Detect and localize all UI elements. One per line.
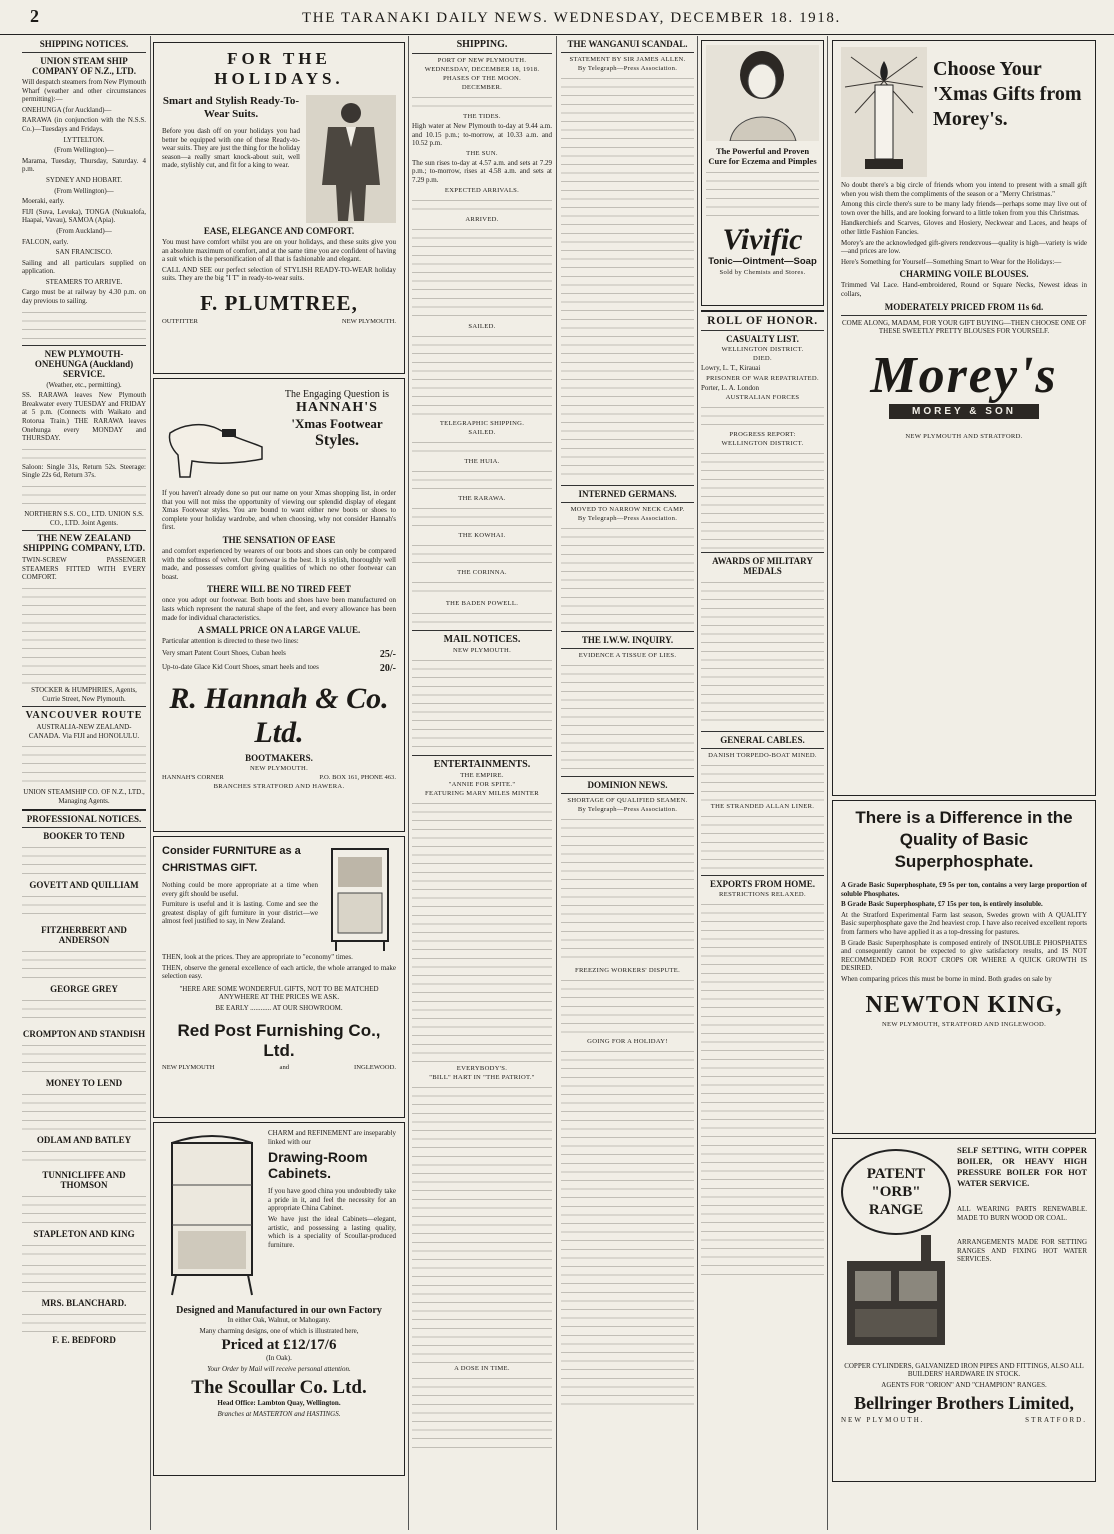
plumtree-brand: F. PLUMTREE, — [200, 290, 358, 315]
article-subheading: SHORTAGE OF QUALIFIED SEAMEN. — [567, 797, 688, 804]
advertisement-column-right — [832, 36, 1096, 1530]
page-header — [0, 0, 1114, 35]
ad-body-text: Among this circle there's sure to be many lady friends—perhaps some may live out of town over the hills, and are looking forward to a little token from you this Christmas. — [841, 200, 1087, 217]
firm-name: F. E. BEDFORD — [52, 1334, 116, 1345]
ship-name: THE CORINNA. — [457, 568, 507, 576]
shipping-agents: STOCKER & HUMPHRIES, Agents, Currie Street, New Plymouth. — [31, 685, 137, 703]
article-subheading: MOVED TO NARROW NECK CAMP. — [570, 506, 685, 513]
section-heading: SHIPPING. — [456, 39, 508, 50]
fares-text: Saloon: Single 31s, Return 52s. Steerage: Single 22s 6d, Return 37s. — [22, 462, 146, 480]
orb-badge: PATENT "ORB" RANGE — [841, 1149, 951, 1235]
union-line: Moeraki, early. — [22, 197, 65, 206]
ad-body-text: COPPER CYLINDERS, GALVANIZED IRON PIPES AND FITTINGS, ALSO ALL BUILDERS' HARDWARE IN STOCK. — [844, 1361, 1084, 1379]
tides-label: THE TIDES. — [463, 113, 501, 120]
firm-name: TUNNICLIFFE AND THOMSON — [42, 1169, 126, 1190]
ad-body-text: and comfort experienced by wearers of our boots and shoes can only be compared with the softness of velvet. Our footwear is the best. It is stylish, thoroughly well made, and possesses comfort giving qualities of which no other footwear can boast. — [162, 546, 396, 581]
vivific-logo: Vivific — [722, 222, 803, 256]
ad-subheadline: Smart and Stylish Ready-To-Wear Suits. — [162, 95, 300, 120]
news-column — [561, 36, 694, 1530]
union-line: (From Wellington)— — [54, 186, 114, 195]
ad-body-text: No doubt there's a big circle of friends whom you intend to present with a small gift when you wish them the compliments of the season or a "Merry Christmas." — [841, 181, 1087, 198]
head-office: Head Office: Lambton Quay, Wellington. — [217, 1399, 341, 1408]
nz-shipping-text: TWIN-SCREW PASSENGER STEAMERS FITTED WITH EVERY COMFORT. — [22, 556, 146, 582]
cooking-range-illustration — [841, 1235, 951, 1355]
firm-name: FITZHERBERT AND ANDERSON — [41, 924, 127, 945]
ad-headline: Choose Your 'Xmas Gifts from Morey's. — [933, 58, 1082, 130]
ad-body-text: Furniture is useful and it is lasting. Come and see the greatest display of gift furniture in your district—we almost feel justified to say, in New Zealand. — [162, 900, 318, 926]
location: NEW PLYMOUTH. — [841, 1416, 925, 1425]
union-line: (From Wellington)— — [54, 146, 114, 155]
hannahs-corner: HANNAH'S CORNER — [162, 773, 224, 781]
ship-name: THE HUIA. — [464, 457, 500, 465]
column-rule — [827, 36, 828, 1530]
sun-label: THE SUN. — [466, 149, 498, 157]
price-line-value: 20/- — [379, 662, 396, 674]
ad-body-text: You must have comfort whilst you are on your holidays, and these suits give you an absolute maximum of comfort, and at the same time you are confident of having a suit which is the personification of all that is fashionable and elegant. — [162, 238, 396, 264]
ad-body-text: CALL AND SEE our perfect selection of STYLISH READY-TO-WEAR holiday suits. They are the big "I T" in ready-to-wear suits. — [162, 265, 396, 283]
article-subheading: STATEMENT BY SIR JAMES ALLEN. — [569, 56, 686, 63]
newspaper-title-line: THE TARANAKI DAILY NEWS. WEDNESDAY, DECEMBER 18. 1918. — [302, 10, 841, 26]
branches-line: BRANCHES STRATFORD AND HAWERA. — [213, 782, 345, 790]
ad-subhead: EASE, ELEGANCE AND COMFORT. — [203, 226, 355, 236]
medals-heading: AWARDS OF MILITARY MEDALS — [712, 556, 813, 577]
professional-notices-heading: PROFESSIONAL NOTICES. — [26, 813, 142, 824]
ship-name: THE RARAWA. — [458, 494, 506, 502]
branches-line: Branches at MASTERTON and HASTINGS. — [217, 1409, 341, 1418]
joint-agents: NORTHERN S.S. CO., LTD. UNION S.S. CO., LTD. Joint Agents. — [24, 510, 144, 527]
plumtree-advertisement — [153, 42, 405, 374]
ad-headline: FOR THE HOLIDAYS. — [214, 49, 344, 88]
union-line: LYTTELTON. — [63, 135, 105, 144]
ad-body-text: CHARM and REFINEMENT are inseparably linked with our — [268, 1129, 396, 1146]
article-heading: THE WANGANUI SCANDAL. — [567, 39, 688, 49]
ad-body-text: Particular attention is directed to these two lines: — [162, 637, 299, 646]
shipping-news-column — [412, 36, 552, 1530]
union-line: FIJI (Suva, Levuka), TONGA (Nukualofa, Haapai, Vavau), SAMOA (Apia). — [22, 207, 146, 225]
sun-text: The sun rises to-day at 4.57 a.m. and sets at 7.29 p.m.; to-morrow, rises at 4.58 a.m. and sets at 7.29 p.m. — [412, 158, 552, 184]
district-label: WELLINGTON DISTRICT. — [721, 346, 804, 353]
ad-body-text: We have just the ideal Cabinets—elegant, artistic, and possessing a lasting quality, which is a speciality of Scoullar-produced furniture. — [268, 1214, 396, 1249]
scoullar-brand: The Scoullar Co. Ltd. — [191, 1377, 367, 1399]
firm-name: STAPLETON AND KING — [33, 1228, 135, 1239]
ad-subhead: THERE WILL BE NO TIRED FEET — [207, 584, 351, 595]
ad-body-text: At the Stratford Experimental Farm last season, Swedes grown with A QUALITY Basic superphosphate gave the 2nd heaviest crop. I have also received excellent reports from farmers who have applied it as a top-dressing for pastures. — [841, 910, 1087, 936]
ad-line: Styles. — [315, 432, 359, 449]
scoullar-price: Priced at £12/17/6 — [221, 1337, 337, 1354]
section-heading: SHIPPING NOTICES. — [39, 39, 129, 49]
firm-name: BOOKER TO TEND — [43, 830, 125, 841]
firm-name: GEORGE GREY — [50, 983, 118, 994]
ad-subhead: A SMALL PRICE ON A LARGE VALUE. — [197, 625, 361, 636]
exports-subheading: RESTRICTIONS RELAXED. — [719, 891, 806, 899]
film-feature: FEATURING MARY MILES MINTER — [425, 789, 539, 797]
moon-label: PHASES OF THE MOON. — [442, 75, 522, 82]
union-line: Sailing and all particulars supplied on application. — [22, 258, 146, 276]
masseuse-heading: MRS. BLANCHARD. — [41, 1297, 127, 1308]
prisoner-entry: Porter, L. A. London — [701, 383, 760, 392]
union-line: (From Auckland)— — [56, 226, 112, 235]
tides-text: High water at New Plymouth to-day at 9.44 a.m. and 10.15 p.m.; to-morrow, at 10.33 a.m. and 10.52 p.m. — [412, 122, 552, 148]
prisoner-label: PRISONER OF WAR REPATRIATED. — [706, 374, 819, 382]
ad-body-text: Here's Something for Yourself—Something Smart to Wear for the Holidays:— — [841, 257, 1062, 266]
vancouver-sub: AUSTRALIA-NEW ZEALAND-CANADA. Via FIJI and HONOLULU. — [28, 723, 140, 740]
ad-body-text: COME ALONG, MADAM, FOR YOUR GIFT BUYING—THEN CHOOSE ONE OF THESE SWEETLY PRETTY BLOUSES FOR YOURSELF. — [841, 318, 1087, 336]
vivific-products: Tonic—Ointment—Soap — [708, 255, 817, 267]
advertisement-column — [153, 36, 405, 1530]
sailed-label: SAILED. — [468, 428, 496, 436]
union-line: STEAMERS TO ARRIVE. — [45, 277, 123, 286]
vancouver-heading: VANCOUVER ROUTE — [25, 710, 143, 722]
price-line-label: Up-to-date Glace Kid Court Shoes, smart heels and toes — [162, 662, 319, 671]
column-rule — [697, 36, 698, 1530]
mail-notices-heading: MAIL NOTICES. — [443, 633, 521, 645]
price-line-value: 25/- — [379, 648, 396, 660]
union-line: Cargo must be at railway by 4.30 p.m. on day previous to sailing. — [22, 288, 146, 306]
ad-body-text: B Grade Basic Superphosphate, £7 15s per ton, is entirely insoluble. — [841, 900, 1043, 909]
nz-shipping-heading: THE NEW ZEALAND SHIPPING COMPANY, LTD. — [22, 534, 146, 555]
location: INGLEWOOD. — [354, 1063, 396, 1071]
mail-order-note: Your Order by Mail will receive personal attention. — [207, 1364, 351, 1373]
union-line: SAN FRANCISCO. — [55, 248, 113, 257]
forces-label: AUSTRALIAN FORCES — [725, 394, 800, 402]
article-heading: THE I.W.W. INQUIRY. — [581, 635, 674, 645]
ad-body-text: ALL WEARING PARTS RENEWABLE. MADE TO BURN WOOD OR COAL. — [957, 1205, 1087, 1222]
bootmakers-label: BOOTMAKERS. — [245, 752, 313, 763]
hannah-script-logo: R. Hannah & Co. Ltd. — [169, 681, 389, 749]
vivific-advertisement — [701, 40, 824, 306]
firm-name: CROMPTON AND STANDISH — [22, 1028, 146, 1039]
ad-body-text: Nothing could be more appropriate at a time when every gift should be useful. — [162, 881, 318, 898]
ad-headline: There is a Difference in the Quality of Basic Superphosphate. — [855, 808, 1073, 871]
ad-body-text: A Grade Basic Superphosphate, £9 5s per ton, contains a very large proportion of soluble Phosphates. — [841, 881, 1087, 898]
cables-heading: GENERAL CABLES. — [720, 735, 805, 746]
cable-subheading: THE STRANDED ALLAN LINER. — [710, 803, 815, 811]
orb-range-advertisement — [832, 1138, 1096, 1482]
telegraphic-label: TELEGRAPHIC SHIPPING. — [439, 419, 525, 427]
ad-body-text: If you haven't already done so put our name on your Xmas shopping list, in order that you will not miss the opportunity of viewing our splendid display of elegant Xmas Footwear styles. You are bound to want either new boots or shoes to complete your holiday wardrobe, and when choosing, why not consider Hannah's first. — [162, 489, 396, 532]
article-subheading: FREEZING WORKERS' DISPUTE. — [574, 967, 681, 974]
candle-illustration — [841, 47, 927, 177]
page-number: 2 — [30, 6, 39, 26]
newton-king-locations: NEW PLYMOUTH, STRATFORD AND INGLEWOOD. — [881, 1020, 1047, 1028]
progress-label: PROGRESS REPORT: — [729, 431, 796, 439]
article-heading: A DOSE IN TIME. — [454, 1364, 510, 1372]
article-subheading: GOING FOR A HOLIDAY! — [587, 1038, 668, 1045]
ad-body-text: Morey's are the acknowledged gift-givers rendezvous—quality is high—variety is wide—and prices are low. — [841, 238, 1087, 256]
article-heading: INTERNED GERMANS. — [578, 489, 677, 499]
ad-body-text: In either Oak, Walnut, or Mahogany. — [227, 1316, 331, 1324]
cable-subheading: DANISH TORPEDO-BOAT MINED. — [708, 752, 817, 760]
hannahs-advertisement — [153, 378, 405, 832]
ad-subhead: CHARMING VOILE BLOUSES. — [899, 269, 1029, 280]
price-note: (In Oak). — [266, 1354, 292, 1363]
mail-sub: NEW PLYMOUTH. — [452, 646, 512, 654]
port-label: PORT OF NEW PLYMOUTH. — [437, 57, 527, 64]
ad-subhead: THE SENSATION OF EASE — [222, 534, 336, 545]
union-company-heading: UNION STEAM SHIP COMPANY OF N.Z., LTD. — [31, 56, 137, 76]
ad-quote: "HERE ARE SOME WONDERFUL GIFTS, NOT TO BE MATCHED ANYWHERE AT THE PRICES WE ASK. — [179, 984, 379, 1002]
ad-line: The Engaging Question is — [284, 389, 390, 400]
furniture-illustration — [324, 843, 396, 953]
theatre-name: THE EMPIRE. — [460, 771, 504, 779]
expected-label: EXPECTED ARRIVALS. — [444, 186, 520, 194]
ship-name: THE BADEN POWELL. — [445, 599, 519, 607]
moreys-locations: NEW PLYMOUTH AND STRATFORD. — [905, 432, 1023, 440]
red-post-advertisement — [153, 836, 405, 1118]
theatre-name: EVERYBODY'S. — [456, 1064, 508, 1072]
red-post-brand: Red Post Furnishing Co., Ltd. — [177, 1020, 381, 1060]
firm-name: GOVETT AND QUILLIAM — [29, 879, 139, 890]
ad-subhead: MODERATELY PRICED FROM 11s 6d. — [884, 301, 1044, 312]
casualty-heading: CASUALTY LIST. — [726, 334, 799, 344]
ad-headline: Drawing-Room Cabinets. — [268, 1149, 368, 1182]
china-cabinet-illustration — [162, 1129, 262, 1299]
ad-body-text: B Grade Basic Superphosphate is composed entirely of INSOLUBLE PHOSPHATES and consequently cannot be expected to give satisfactory results, and IS NOT RECOMMENDED FOR ROOT CROPS OR WHERE A QUICK GROWTH IS DESIRED. — [841, 938, 1087, 973]
ad-headline: The Powerful and Proven Cure for Eczema and Pimples — [708, 145, 817, 166]
film-title: "BILL" HART IN "THE PATRIOT." — [429, 1073, 535, 1081]
ad-body-text: THEN, observe the general excellence of each article, the whole arranged to make selection easy. — [162, 963, 396, 981]
onehunga-text: SS. RARAWA leaves New Plymouth Breakwater every TUESDAY and FRIDAY at 5 p.m. (Connects with Waikato and Rotorua Train.) THE RARAWA leaves Onehunga every MONDAY and THURSDAY. — [22, 391, 146, 443]
press-credit: By Telegraph—Press Association. — [577, 65, 678, 72]
ad-body-text: Handkerchiefs and Scarves, Gloves and Hosiery, Neckwear and Laces, and heaps of other little Fashion Fancies. — [841, 219, 1087, 236]
shoe-illustration — [162, 385, 272, 485]
ad-body-text: once you adopt our footwear. Both boots and shoes have been manufactured on lasts which represent the natural shape of the feet, and every allowance has been made for individual characteristics. — [162, 596, 396, 622]
moreys-logo: Morey's — [870, 346, 1058, 404]
man-in-suit-illustration — [306, 95, 396, 223]
price-line-label: Very smart Patent Court Shoes, Cuban heels — [162, 648, 286, 657]
ad-body-text: ARRANGEMENTS MADE FOR SETTING RANGES AND FIXING HOT WATER SERVICES. — [957, 1238, 1087, 1264]
moreys-advertisement — [832, 40, 1096, 796]
ad-body-text: Many charming designs, one of which is illustrated here, — [199, 1326, 359, 1335]
union-line: Marama, Tuesday, Thursday, Saturday. 4 p.m. — [22, 156, 146, 174]
roll-of-honor-heading: ROLL OF HONOR. — [707, 315, 818, 327]
union-line: SYDNEY AND HOBART. — [46, 175, 122, 184]
ad-line: HANNAH'S — [296, 400, 378, 415]
brand-subtitle: OUTFITTER — [162, 317, 198, 325]
orb-agents: AGENTS FOR "ORION" AND "CHAMPION" RANGES. — [881, 1380, 1047, 1389]
onehunga-sub: (Weather, etc., permitting). — [46, 380, 122, 389]
newton-king-brand: NEWTON KING, — [865, 991, 1063, 1018]
ad-body-text: If you have good china you undoubtedly take a pride in it, and feel the necessity for an appropriate China Cabinet. — [268, 1187, 396, 1213]
vivific-sold: Sold by Chemists and Stores. — [719, 268, 806, 276]
press-credit: By Telegraph—Press Association. — [577, 806, 678, 813]
ad-body-text: THEN, look at the prices. They are appropriate to "economy" times. — [162, 953, 353, 961]
firm-name: ODLAM AND BATLEY — [36, 1134, 132, 1145]
scoullar-advertisement — [153, 1122, 405, 1476]
union-line: RARAWA (in conjunction with the N.S.S. Co.)—Tuesdays and Fridays. — [22, 116, 146, 133]
location: and — [279, 1063, 290, 1071]
union-line: FALCON, early. — [22, 237, 69, 246]
arrived-label: ARRIVED. — [465, 215, 499, 223]
press-credit: By Telegraph—Press Association. — [577, 515, 678, 522]
ad-body-text: Before you dash off on your holidays you had better be equipped with one of these Ready-to-wear suits. They are just the thing for the holiday season—a really smart knock-about suit, well made, stylishly cut, and fit for a king to wear. — [162, 127, 300, 170]
shipping-notices-column — [22, 36, 146, 1530]
column-rule — [150, 36, 151, 1530]
moreys-logo-banner: MOREY & SON — [889, 404, 1039, 419]
casualty-entry: Lowry, L. T., Kirauai — [701, 364, 761, 372]
ad-subhead: Designed and Manufactured in our own Factory — [176, 1305, 382, 1316]
district-label: WELLINGTON DISTRICT. — [721, 440, 804, 448]
ad-line: 'Xmas Footwear — [291, 416, 383, 431]
address-line: NEW PLYMOUTH. — [249, 764, 309, 772]
superphosphate-advertisement — [832, 800, 1096, 1134]
sailed-label: SAILED. — [468, 322, 496, 330]
ad-early: BE EARLY ............ AT OUR SHOWROOM. — [215, 1003, 343, 1012]
ship-name: THE KOWHAI. — [458, 531, 506, 539]
union-line: ONEHUNGA (for Auckland)— — [22, 105, 112, 114]
entertainments-heading: ENTERTAINMENTS. — [433, 758, 531, 770]
location: NEW PLYMOUTH — [162, 1063, 215, 1071]
union-intro: Will despatch steamers from New Plymouth Wharf (weather and other circumstances permitting):— — [22, 78, 146, 104]
brand-subtitle: NEW PLYMOUTH. — [341, 317, 396, 325]
exports-heading: EXPORTS FROM HOME. — [710, 879, 815, 890]
firm-name: MONEY TO LEND — [45, 1077, 123, 1088]
bellringer-brand: Bellringer Brothers Limited, — [854, 1393, 1074, 1414]
po-box: P.O. BOX 161, PHONE 463. — [319, 773, 396, 781]
ad-body-text: SELF SETTING, WITH COPPER BOILER, OR HEAVY HIGH PRESSURE BOILER FOR HOT WATER SERVICE. — [957, 1145, 1087, 1188]
onehunga-service-heading: NEW PLYMOUTH-ONEHUNGA (Auckland) SERVICE. — [34, 348, 134, 379]
woman-portrait-illustration — [706, 45, 819, 141]
date-label: WEDNESDAY, DECEMBER 18, 1918. — [424, 66, 540, 73]
column-rule — [556, 36, 557, 1530]
died-label: DIED. — [753, 355, 772, 362]
ad-headline: Consider FURNITURE as a CHRISTMAS GIFT. — [162, 845, 301, 874]
ad-body-text: When comparing prices this must be borne in mind. Both grades on sale by — [841, 974, 1052, 983]
union-managing-agents: UNION STEAMSHIP CO. OF N.Z., LTD., Managing Agents. — [23, 788, 145, 805]
location: STRATFORD. — [1025, 1416, 1087, 1425]
month-label: DECEMBER. — [461, 84, 503, 91]
roll-of-honor-column — [701, 36, 824, 1530]
ad-body-text: Trimmed Val Lace. Hand-embroidered, Round or Square Necks, Newest ideas in collars, — [841, 281, 1087, 298]
column-rule — [408, 36, 409, 1530]
article-heading: DOMINION NEWS. — [587, 780, 668, 790]
film-title: "ANNIE FOR SPITE." — [448, 780, 516, 788]
article-subheading: EVIDENCE A TISSUE OF LIES. — [578, 652, 677, 659]
